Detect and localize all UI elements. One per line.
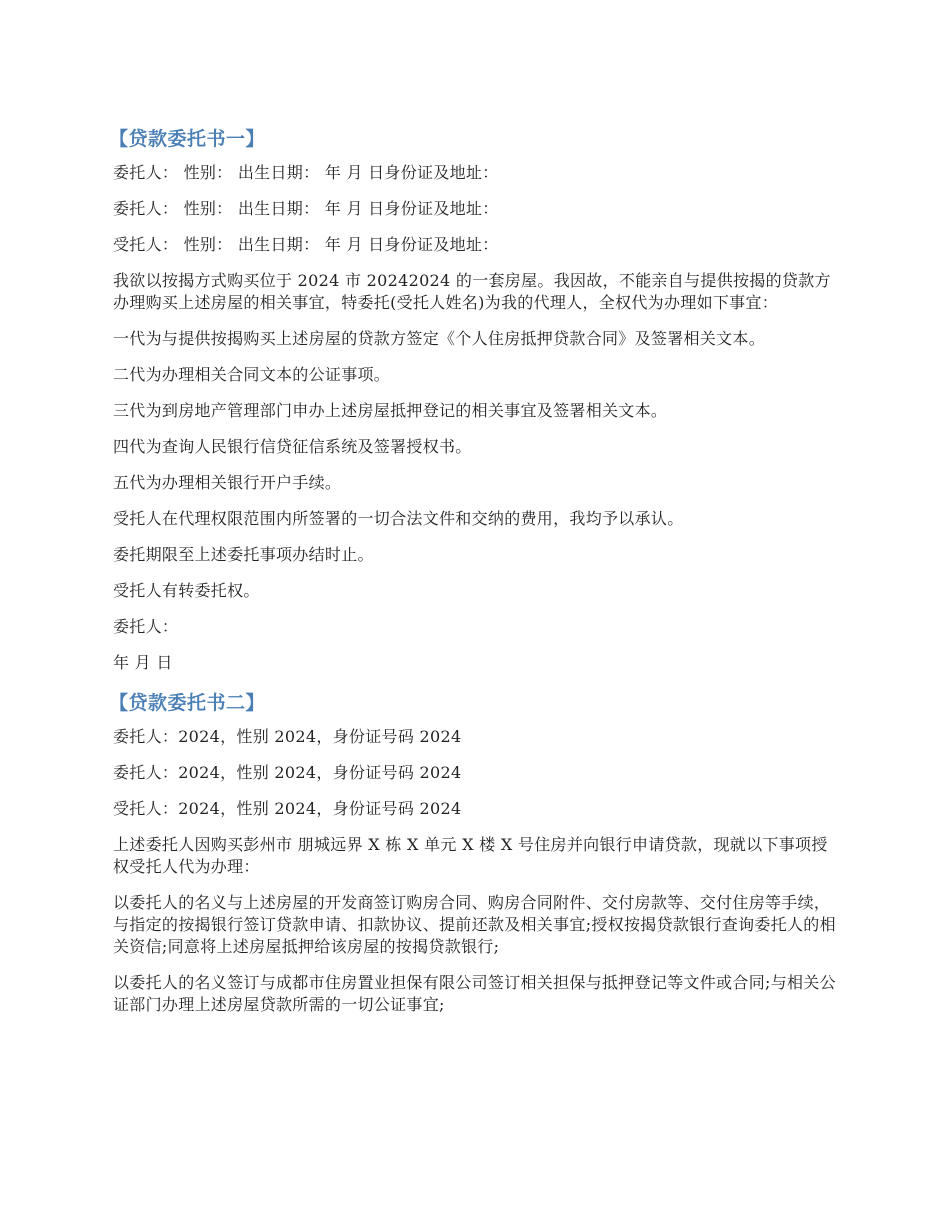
section-2-paragraph: 委托人：2024，性别 2024，身份证号码 2024 bbox=[113, 763, 462, 782]
section-1-paragraph: 委托期限至上述委托事项办结时止。 bbox=[113, 545, 374, 564]
section-1-heading: 【贷款委托书一】 bbox=[109, 128, 266, 150]
section-2-heading: 【贷款委托书二】 bbox=[109, 692, 266, 714]
section-2-paragraph: 以委托人的名义签订与成都市住房置业担保有限公司签订相关担保与抵押登记等文件或合同;与相关公证部门办理上述房屋贷款所需的一切公证事宜; bbox=[113, 973, 836, 1014]
section-2-paragraph: 委托人：2024，性别 2024，身份证号码 2024 bbox=[113, 727, 462, 746]
section-1-paragraph: 委托人： 性别： 出生日期： 年 月 日身份证及地址： bbox=[113, 199, 499, 218]
section-1-paragraph: 我欲以按揭方式购买位于 2024 市 20242024 的一套房屋。我因故，不能亲自与提供按揭的贷款方办理购买上述房屋的相关事宜，特委托(受托人姓名)为我的代理人，全权代为办理如下事宜： bbox=[113, 271, 831, 312]
section-2-paragraph: 以委托人的名义与上述房屋的开发商签订购房合同、购房合同附件、交付房款等、交付住房等手续，与指定的按揭银行签订贷款申请、扣款协议、提前还款及相关事宜;授权按揭贷款银行查询委托人的相关资信;同意将上述房屋抵押给该房屋的按揭贷款银行; bbox=[113, 893, 836, 956]
section-1-paragraph: 四代为查询人民银行信贷征信系统及签署授权书。 bbox=[113, 437, 472, 456]
section-1-paragraph: 委托人： 性别： 出生日期： 年 月 日身份证及地址： bbox=[113, 163, 499, 182]
section-1-paragraph: 五代为办理相关银行开户手续。 bbox=[113, 473, 342, 492]
section-1-paragraph: 一代为与提供按揭购买上述房屋的贷款方签定《个人住房抵押贷款合同》及签署相关文本。 bbox=[113, 329, 766, 348]
section-1-date-line: 年 月 日 bbox=[113, 653, 173, 672]
section-2-paragraph: 受托人：2024，性别 2024，身份证号码 2024 bbox=[113, 799, 462, 818]
section-1-paragraph: 三代为到房地产管理部门申办上述房屋抵押登记的相关事宜及签署相关文本。 bbox=[113, 401, 668, 420]
document-page bbox=[109, 124, 843, 1030]
section-1-signature-label: 委托人： bbox=[113, 617, 179, 636]
section-1-paragraph: 受托人有转委托权。 bbox=[113, 581, 260, 600]
section-1-paragraph: 二代为办理相关合同文本的公证事项。 bbox=[113, 365, 391, 384]
section-2-paragraph: 上述委托人因购买彭州市 朋城远界 X 栋 X 单元 X 楼 X 号住房并向银行申请贷款，现就以下事项授权受托人代为办理： bbox=[113, 835, 828, 876]
section-1-paragraph: 受托人在代理权限范围内所签署的一切合法文件和交纳的费用，我均予以承认。 bbox=[113, 509, 684, 528]
section-1-paragraph: 受托人： 性别： 出生日期： 年 月 日身份证及地址： bbox=[113, 235, 499, 254]
